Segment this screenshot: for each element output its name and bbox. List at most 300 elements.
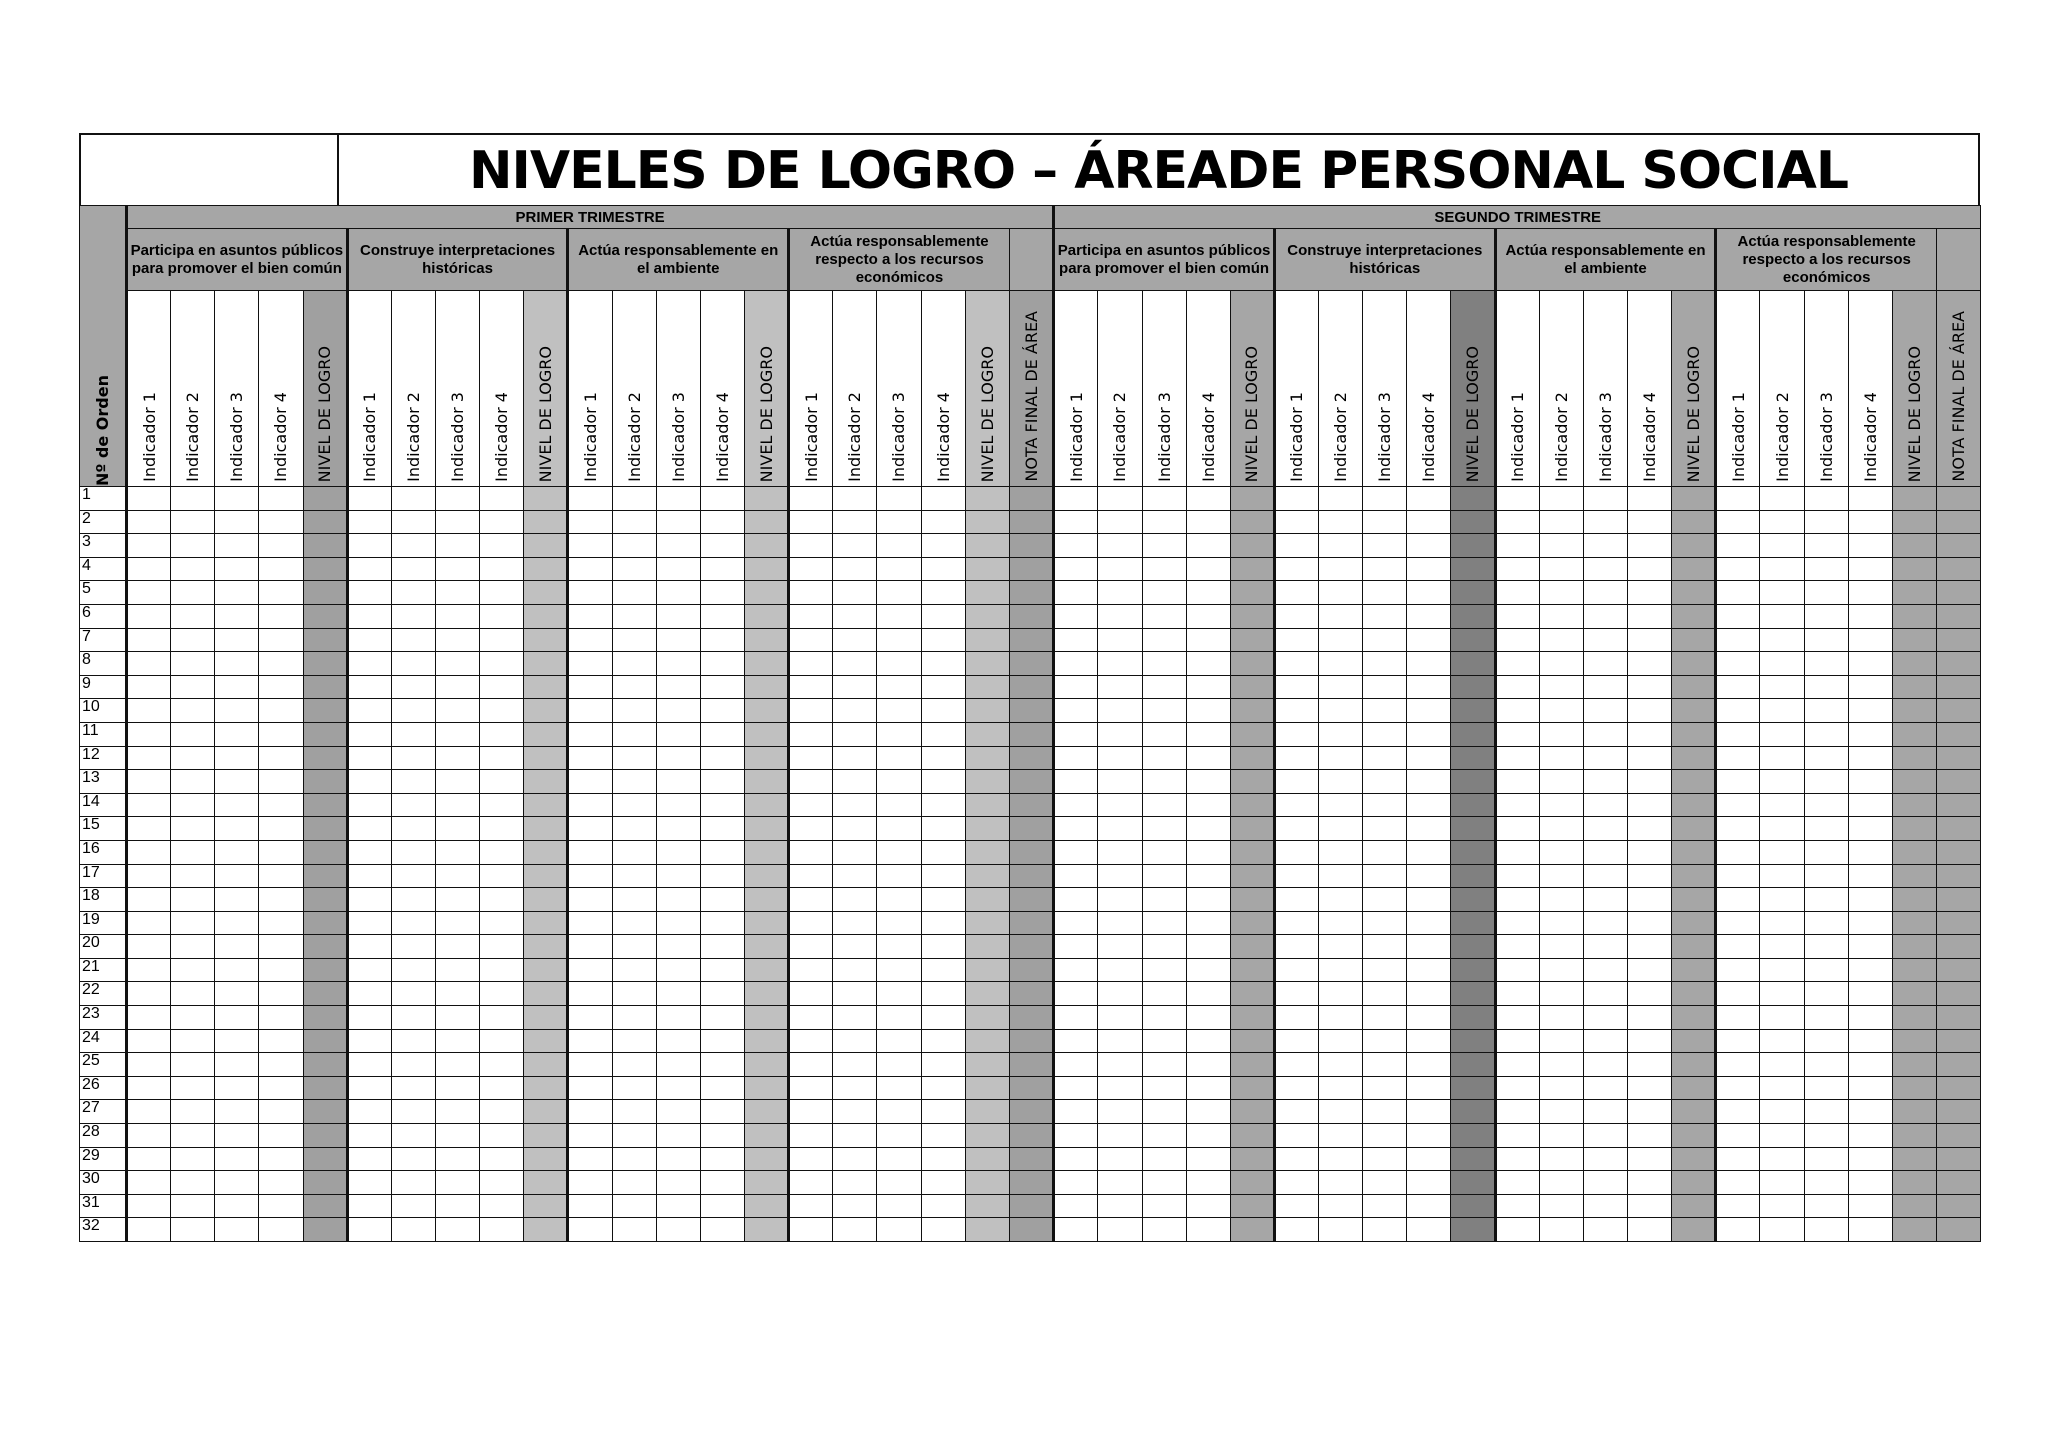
indicator-cell[interactable] bbox=[568, 628, 612, 652]
indicator-cell[interactable] bbox=[1804, 722, 1848, 746]
nota-final-cell[interactable] bbox=[1009, 722, 1053, 746]
nivel-de-logro-cell[interactable] bbox=[1892, 557, 1936, 581]
indicator-cell[interactable] bbox=[1804, 1218, 1848, 1242]
nivel-de-logro-cell[interactable] bbox=[1230, 675, 1274, 699]
indicator-cell[interactable] bbox=[435, 604, 479, 628]
nivel-de-logro-cell[interactable] bbox=[1230, 1171, 1274, 1195]
indicator-cell[interactable] bbox=[921, 958, 965, 982]
indicator-cell[interactable] bbox=[1407, 581, 1451, 605]
indicator-cell[interactable] bbox=[568, 1029, 612, 1053]
indicator-cell[interactable] bbox=[700, 864, 744, 888]
indicator-cell[interactable] bbox=[877, 1147, 921, 1171]
indicator-cell[interactable] bbox=[1539, 1147, 1583, 1171]
nivel-de-logro-cell[interactable] bbox=[965, 628, 1009, 652]
indicator-cell[interactable] bbox=[612, 1029, 656, 1053]
indicator-cell[interactable] bbox=[1098, 557, 1142, 581]
indicator-cell[interactable] bbox=[1716, 675, 1760, 699]
indicator-cell[interactable] bbox=[435, 1100, 479, 1124]
indicator-cell[interactable] bbox=[921, 1053, 965, 1077]
nivel-de-logro-cell[interactable] bbox=[744, 487, 788, 511]
nivel-de-logro-cell[interactable] bbox=[303, 675, 347, 699]
indicator-cell[interactable] bbox=[612, 770, 656, 794]
indicator-cell[interactable] bbox=[656, 557, 700, 581]
indicator-cell[interactable] bbox=[391, 770, 435, 794]
nivel-de-logro-cell[interactable] bbox=[965, 699, 1009, 723]
indicator-cell[interactable] bbox=[259, 722, 303, 746]
indicator-cell[interactable] bbox=[568, 534, 612, 558]
indicator-cell[interactable] bbox=[877, 864, 921, 888]
indicator-cell[interactable] bbox=[1628, 982, 1672, 1006]
nota-final-cell[interactable] bbox=[1937, 1053, 1981, 1077]
indicator-cell[interactable] bbox=[1495, 982, 1539, 1006]
nivel-de-logro-cell[interactable] bbox=[1451, 840, 1495, 864]
nivel-de-logro-cell[interactable] bbox=[1892, 1147, 1936, 1171]
nivel-de-logro-cell[interactable] bbox=[1892, 1006, 1936, 1030]
indicator-cell[interactable] bbox=[1628, 1218, 1672, 1242]
indicator-cell[interactable] bbox=[1716, 888, 1760, 912]
indicator-cell[interactable] bbox=[1319, 1029, 1363, 1053]
indicator-cell[interactable] bbox=[1848, 1194, 1892, 1218]
indicator-cell[interactable] bbox=[1407, 675, 1451, 699]
indicator-cell[interactable] bbox=[1142, 1218, 1186, 1242]
indicator-cell[interactable] bbox=[1054, 888, 1098, 912]
indicator-cell[interactable] bbox=[1495, 793, 1539, 817]
indicator-cell[interactable] bbox=[1628, 1147, 1672, 1171]
indicator-cell[interactable] bbox=[435, 487, 479, 511]
indicator-cell[interactable] bbox=[215, 534, 259, 558]
indicator-cell[interactable] bbox=[1495, 722, 1539, 746]
nivel-de-logro-cell[interactable] bbox=[1892, 604, 1936, 628]
indicator-cell[interactable] bbox=[127, 1029, 171, 1053]
indicator-cell[interactable] bbox=[1848, 840, 1892, 864]
nivel-de-logro-cell[interactable] bbox=[1451, 1218, 1495, 1242]
indicator-cell[interactable] bbox=[480, 581, 524, 605]
indicator-cell[interactable] bbox=[789, 628, 833, 652]
indicator-cell[interactable] bbox=[921, 817, 965, 841]
indicator-cell[interactable] bbox=[1628, 864, 1672, 888]
nivel-de-logro-cell[interactable] bbox=[744, 1218, 788, 1242]
indicator-cell[interactable] bbox=[1760, 1124, 1804, 1148]
indicator-cell[interactable] bbox=[1495, 1194, 1539, 1218]
nivel-de-logro-cell[interactable] bbox=[965, 510, 1009, 534]
indicator-cell[interactable] bbox=[700, 604, 744, 628]
indicator-cell[interactable] bbox=[833, 982, 877, 1006]
nivel-de-logro-cell[interactable] bbox=[1451, 534, 1495, 558]
nivel-de-logro-cell[interactable] bbox=[1451, 864, 1495, 888]
indicator-cell[interactable] bbox=[700, 534, 744, 558]
indicator-cell[interactable] bbox=[1054, 935, 1098, 959]
indicator-cell[interactable] bbox=[1142, 510, 1186, 534]
nivel-de-logro-cell[interactable] bbox=[1672, 1124, 1716, 1148]
indicator-cell[interactable] bbox=[259, 487, 303, 511]
indicator-cell[interactable] bbox=[921, 652, 965, 676]
indicator-cell[interactable] bbox=[1054, 487, 1098, 511]
indicator-cell[interactable] bbox=[789, 652, 833, 676]
nivel-de-logro-cell[interactable] bbox=[1451, 1100, 1495, 1124]
indicator-cell[interactable] bbox=[568, 1006, 612, 1030]
indicator-cell[interactable] bbox=[700, 1194, 744, 1218]
indicator-cell[interactable] bbox=[833, 1147, 877, 1171]
indicator-cell[interactable] bbox=[1274, 699, 1318, 723]
indicator-cell[interactable] bbox=[700, 1006, 744, 1030]
indicator-cell[interactable] bbox=[1054, 864, 1098, 888]
indicator-cell[interactable] bbox=[1628, 770, 1672, 794]
indicator-cell[interactable] bbox=[215, 1029, 259, 1053]
indicator-cell[interactable] bbox=[1716, 487, 1760, 511]
indicator-cell[interactable] bbox=[1628, 958, 1672, 982]
indicator-cell[interactable] bbox=[833, 864, 877, 888]
indicator-cell[interactable] bbox=[789, 864, 833, 888]
indicator-cell[interactable] bbox=[1760, 722, 1804, 746]
nivel-de-logro-cell[interactable] bbox=[303, 935, 347, 959]
nivel-de-logro-cell[interactable] bbox=[303, 581, 347, 605]
indicator-cell[interactable] bbox=[1760, 935, 1804, 959]
indicator-cell[interactable] bbox=[1583, 604, 1627, 628]
indicator-cell[interactable] bbox=[435, 510, 479, 534]
indicator-cell[interactable] bbox=[1274, 581, 1318, 605]
indicator-cell[interactable] bbox=[1142, 817, 1186, 841]
nivel-de-logro-cell[interactable] bbox=[1892, 534, 1936, 558]
nivel-de-logro-cell[interactable] bbox=[1892, 911, 1936, 935]
indicator-cell[interactable] bbox=[480, 1076, 524, 1100]
indicator-cell[interactable] bbox=[171, 487, 215, 511]
indicator-cell[interactable] bbox=[700, 581, 744, 605]
nivel-de-logro-cell[interactable] bbox=[1230, 864, 1274, 888]
indicator-cell[interactable] bbox=[1407, 864, 1451, 888]
indicator-cell[interactable] bbox=[1539, 958, 1583, 982]
indicator-cell[interactable] bbox=[435, 817, 479, 841]
indicator-cell[interactable] bbox=[921, 888, 965, 912]
indicator-cell[interactable] bbox=[215, 840, 259, 864]
indicator-cell[interactable] bbox=[127, 604, 171, 628]
indicator-cell[interactable] bbox=[1098, 699, 1142, 723]
indicator-cell[interactable] bbox=[259, 1029, 303, 1053]
indicator-cell[interactable] bbox=[391, 557, 435, 581]
indicator-cell[interactable] bbox=[1186, 793, 1230, 817]
nivel-de-logro-cell[interactable] bbox=[1672, 581, 1716, 605]
indicator-cell[interactable] bbox=[1760, 1006, 1804, 1030]
nivel-de-logro-cell[interactable] bbox=[1451, 958, 1495, 982]
nivel-de-logro-cell[interactable] bbox=[1892, 1124, 1936, 1148]
indicator-cell[interactable] bbox=[568, 793, 612, 817]
indicator-cell[interactable] bbox=[921, 604, 965, 628]
nivel-de-logro-cell[interactable] bbox=[1230, 982, 1274, 1006]
indicator-cell[interactable] bbox=[1495, 1218, 1539, 1242]
indicator-cell[interactable] bbox=[1628, 793, 1672, 817]
indicator-cell[interactable] bbox=[833, 1100, 877, 1124]
indicator-cell[interactable] bbox=[1628, 1006, 1672, 1030]
indicator-cell[interactable] bbox=[1274, 1053, 1318, 1077]
indicator-cell[interactable] bbox=[1274, 557, 1318, 581]
indicator-cell[interactable] bbox=[1716, 958, 1760, 982]
nivel-de-logro-cell[interactable] bbox=[1672, 1029, 1716, 1053]
indicator-cell[interactable] bbox=[568, 581, 612, 605]
nota-final-cell[interactable] bbox=[1937, 722, 1981, 746]
indicator-cell[interactable] bbox=[259, 1147, 303, 1171]
indicator-cell[interactable] bbox=[1363, 1147, 1407, 1171]
indicator-cell[interactable] bbox=[1495, 1147, 1539, 1171]
indicator-cell[interactable] bbox=[1495, 510, 1539, 534]
indicator-cell[interactable] bbox=[480, 1100, 524, 1124]
indicator-cell[interactable] bbox=[1628, 1100, 1672, 1124]
indicator-cell[interactable] bbox=[1628, 487, 1672, 511]
indicator-cell[interactable] bbox=[1186, 817, 1230, 841]
nivel-de-logro-cell[interactable] bbox=[303, 699, 347, 723]
indicator-cell[interactable] bbox=[921, 722, 965, 746]
indicator-cell[interactable] bbox=[347, 628, 391, 652]
indicator-cell[interactable] bbox=[1760, 534, 1804, 558]
indicator-cell[interactable] bbox=[215, 958, 259, 982]
indicator-cell[interactable] bbox=[171, 770, 215, 794]
indicator-cell[interactable] bbox=[127, 864, 171, 888]
indicator-cell[interactable] bbox=[1098, 935, 1142, 959]
indicator-cell[interactable] bbox=[1760, 888, 1804, 912]
indicator-cell[interactable] bbox=[568, 864, 612, 888]
indicator-cell[interactable] bbox=[215, 487, 259, 511]
indicator-cell[interactable] bbox=[347, 652, 391, 676]
indicator-cell[interactable] bbox=[1804, 1006, 1848, 1030]
indicator-cell[interactable] bbox=[612, 864, 656, 888]
nivel-de-logro-cell[interactable] bbox=[524, 1076, 568, 1100]
nivel-de-logro-cell[interactable] bbox=[1672, 1053, 1716, 1077]
indicator-cell[interactable] bbox=[1583, 864, 1627, 888]
indicator-cell[interactable] bbox=[1495, 1100, 1539, 1124]
indicator-cell[interactable] bbox=[435, 557, 479, 581]
indicator-cell[interactable] bbox=[391, 1124, 435, 1148]
indicator-cell[interactable] bbox=[700, 958, 744, 982]
indicator-cell[interactable] bbox=[1539, 581, 1583, 605]
nota-final-cell[interactable] bbox=[1009, 510, 1053, 534]
indicator-cell[interactable] bbox=[1628, 699, 1672, 723]
indicator-cell[interactable] bbox=[921, 699, 965, 723]
indicator-cell[interactable] bbox=[789, 510, 833, 534]
indicator-cell[interactable] bbox=[259, 1218, 303, 1242]
indicator-cell[interactable] bbox=[1054, 1194, 1098, 1218]
indicator-cell[interactable] bbox=[391, 652, 435, 676]
indicator-cell[interactable] bbox=[1760, 793, 1804, 817]
indicator-cell[interactable] bbox=[1804, 935, 1848, 959]
indicator-cell[interactable] bbox=[1495, 888, 1539, 912]
indicator-cell[interactable] bbox=[127, 1124, 171, 1148]
indicator-cell[interactable] bbox=[1319, 652, 1363, 676]
indicator-cell[interactable] bbox=[1098, 770, 1142, 794]
indicator-cell[interactable] bbox=[1054, 722, 1098, 746]
indicator-cell[interactable] bbox=[612, 1100, 656, 1124]
indicator-cell[interactable] bbox=[1583, 1147, 1627, 1171]
indicator-cell[interactable] bbox=[1583, 840, 1627, 864]
indicator-cell[interactable] bbox=[215, 888, 259, 912]
indicator-cell[interactable] bbox=[391, 958, 435, 982]
nivel-de-logro-cell[interactable] bbox=[1451, 1194, 1495, 1218]
nota-final-cell[interactable] bbox=[1009, 793, 1053, 817]
indicator-cell[interactable] bbox=[1407, 1076, 1451, 1100]
indicator-cell[interactable] bbox=[435, 1194, 479, 1218]
nivel-de-logro-cell[interactable] bbox=[744, 652, 788, 676]
indicator-cell[interactable] bbox=[259, 1124, 303, 1148]
nivel-de-logro-cell[interactable] bbox=[1892, 675, 1936, 699]
indicator-cell[interactable] bbox=[215, 982, 259, 1006]
indicator-cell[interactable] bbox=[1539, 1100, 1583, 1124]
indicator-cell[interactable] bbox=[1319, 817, 1363, 841]
indicator-cell[interactable] bbox=[568, 699, 612, 723]
indicator-cell[interactable] bbox=[171, 510, 215, 534]
indicator-cell[interactable] bbox=[127, 817, 171, 841]
indicator-cell[interactable] bbox=[877, 1171, 921, 1195]
nivel-de-logro-cell[interactable] bbox=[965, 817, 1009, 841]
indicator-cell[interactable] bbox=[1186, 1194, 1230, 1218]
indicator-cell[interactable] bbox=[1583, 1006, 1627, 1030]
indicator-cell[interactable] bbox=[1098, 1029, 1142, 1053]
indicator-cell[interactable] bbox=[171, 675, 215, 699]
indicator-cell[interactable] bbox=[1407, 628, 1451, 652]
indicator-cell[interactable] bbox=[1583, 581, 1627, 605]
indicator-cell[interactable] bbox=[1495, 675, 1539, 699]
indicator-cell[interactable] bbox=[1274, 510, 1318, 534]
indicator-cell[interactable] bbox=[347, 770, 391, 794]
indicator-cell[interactable] bbox=[1716, 557, 1760, 581]
indicator-cell[interactable] bbox=[1539, 534, 1583, 558]
indicator-cell[interactable] bbox=[833, 1029, 877, 1053]
indicator-cell[interactable] bbox=[435, 1171, 479, 1195]
nota-final-cell[interactable] bbox=[1009, 888, 1053, 912]
indicator-cell[interactable] bbox=[877, 1053, 921, 1077]
indicator-cell[interactable] bbox=[1495, 817, 1539, 841]
indicator-cell[interactable] bbox=[1760, 911, 1804, 935]
nivel-de-logro-cell[interactable] bbox=[524, 793, 568, 817]
indicator-cell[interactable] bbox=[1583, 699, 1627, 723]
nivel-de-logro-cell[interactable] bbox=[744, 1171, 788, 1195]
nivel-de-logro-cell[interactable] bbox=[1672, 746, 1716, 770]
indicator-cell[interactable] bbox=[1274, 604, 1318, 628]
indicator-cell[interactable] bbox=[1319, 1053, 1363, 1077]
indicator-cell[interactable] bbox=[1539, 699, 1583, 723]
indicator-cell[interactable] bbox=[921, 1194, 965, 1218]
indicator-cell[interactable] bbox=[568, 722, 612, 746]
indicator-cell[interactable] bbox=[391, 487, 435, 511]
indicator-cell[interactable] bbox=[1583, 510, 1627, 534]
indicator-cell[interactable] bbox=[1539, 982, 1583, 1006]
indicator-cell[interactable] bbox=[921, 534, 965, 558]
nivel-de-logro-cell[interactable] bbox=[744, 1100, 788, 1124]
indicator-cell[interactable] bbox=[877, 604, 921, 628]
indicator-cell[interactable] bbox=[1760, 1076, 1804, 1100]
nota-final-cell[interactable] bbox=[1009, 935, 1053, 959]
indicator-cell[interactable] bbox=[568, 1147, 612, 1171]
nivel-de-logro-cell[interactable] bbox=[744, 864, 788, 888]
nota-final-cell[interactable] bbox=[1009, 1006, 1053, 1030]
nivel-de-logro-cell[interactable] bbox=[1672, 557, 1716, 581]
indicator-cell[interactable] bbox=[700, 487, 744, 511]
nivel-de-logro-cell[interactable] bbox=[1230, 699, 1274, 723]
nota-final-cell[interactable] bbox=[1937, 534, 1981, 558]
indicator-cell[interactable] bbox=[215, 864, 259, 888]
indicator-cell[interactable] bbox=[612, 817, 656, 841]
indicator-cell[interactable] bbox=[480, 1218, 524, 1242]
nivel-de-logro-cell[interactable] bbox=[965, 487, 1009, 511]
indicator-cell[interactable] bbox=[1319, 1147, 1363, 1171]
indicator-cell[interactable] bbox=[347, 510, 391, 534]
indicator-cell[interactable] bbox=[921, 1006, 965, 1030]
nivel-de-logro-cell[interactable] bbox=[524, 699, 568, 723]
nota-final-cell[interactable] bbox=[1009, 840, 1053, 864]
indicator-cell[interactable] bbox=[1319, 982, 1363, 1006]
nivel-de-logro-cell[interactable] bbox=[1672, 675, 1716, 699]
indicator-cell[interactable] bbox=[1054, 604, 1098, 628]
indicator-cell[interactable] bbox=[1716, 1147, 1760, 1171]
nivel-de-logro-cell[interactable] bbox=[965, 1194, 1009, 1218]
indicator-cell[interactable] bbox=[215, 699, 259, 723]
indicator-cell[interactable] bbox=[921, 557, 965, 581]
indicator-cell[interactable] bbox=[259, 935, 303, 959]
indicator-cell[interactable] bbox=[921, 510, 965, 534]
indicator-cell[interactable] bbox=[1186, 935, 1230, 959]
nivel-de-logro-cell[interactable] bbox=[744, 911, 788, 935]
nivel-de-logro-cell[interactable] bbox=[524, 652, 568, 676]
indicator-cell[interactable] bbox=[1848, 581, 1892, 605]
nivel-de-logro-cell[interactable] bbox=[303, 982, 347, 1006]
nivel-de-logro-cell[interactable] bbox=[303, 864, 347, 888]
indicator-cell[interactable] bbox=[612, 604, 656, 628]
indicator-cell[interactable] bbox=[480, 557, 524, 581]
indicator-cell[interactable] bbox=[656, 604, 700, 628]
nivel-de-logro-cell[interactable] bbox=[1892, 958, 1936, 982]
indicator-cell[interactable] bbox=[1142, 888, 1186, 912]
indicator-cell[interactable] bbox=[171, 958, 215, 982]
indicator-cell[interactable] bbox=[1142, 1194, 1186, 1218]
nivel-de-logro-cell[interactable] bbox=[965, 604, 1009, 628]
indicator-cell[interactable] bbox=[700, 699, 744, 723]
nivel-de-logro-cell[interactable] bbox=[1230, 604, 1274, 628]
indicator-cell[interactable] bbox=[1186, 1053, 1230, 1077]
nivel-de-logro-cell[interactable] bbox=[524, 1100, 568, 1124]
nota-final-cell[interactable] bbox=[1937, 982, 1981, 1006]
indicator-cell[interactable] bbox=[1098, 487, 1142, 511]
indicator-cell[interactable] bbox=[1319, 581, 1363, 605]
indicator-cell[interactable] bbox=[1098, 628, 1142, 652]
nota-final-cell[interactable] bbox=[1009, 487, 1053, 511]
nota-final-cell[interactable] bbox=[1937, 675, 1981, 699]
indicator-cell[interactable] bbox=[1319, 1006, 1363, 1030]
nivel-de-logro-cell[interactable] bbox=[965, 1100, 1009, 1124]
nivel-de-logro-cell[interactable] bbox=[1230, 722, 1274, 746]
indicator-cell[interactable] bbox=[1363, 581, 1407, 605]
indicator-cell[interactable] bbox=[877, 888, 921, 912]
nivel-de-logro-cell[interactable] bbox=[303, 652, 347, 676]
nivel-de-logro-cell[interactable] bbox=[1230, 958, 1274, 982]
indicator-cell[interactable] bbox=[1274, 958, 1318, 982]
indicator-cell[interactable] bbox=[1363, 864, 1407, 888]
indicator-cell[interactable] bbox=[1142, 1171, 1186, 1195]
indicator-cell[interactable] bbox=[1628, 534, 1672, 558]
indicator-cell[interactable] bbox=[1539, 1006, 1583, 1030]
nota-final-cell[interactable] bbox=[1937, 840, 1981, 864]
indicator-cell[interactable] bbox=[171, 840, 215, 864]
indicator-cell[interactable] bbox=[1363, 958, 1407, 982]
indicator-cell[interactable] bbox=[833, 935, 877, 959]
indicator-cell[interactable] bbox=[877, 840, 921, 864]
indicator-cell[interactable] bbox=[435, 1006, 479, 1030]
indicator-cell[interactable] bbox=[656, 958, 700, 982]
indicator-cell[interactable] bbox=[568, 1100, 612, 1124]
indicator-cell[interactable] bbox=[1054, 958, 1098, 982]
indicator-cell[interactable] bbox=[1848, 675, 1892, 699]
indicator-cell[interactable] bbox=[1407, 770, 1451, 794]
nivel-de-logro-cell[interactable] bbox=[1672, 864, 1716, 888]
indicator-cell[interactable] bbox=[1319, 604, 1363, 628]
indicator-cell[interactable] bbox=[1760, 864, 1804, 888]
indicator-cell[interactable] bbox=[1142, 958, 1186, 982]
indicator-cell[interactable] bbox=[612, 1124, 656, 1148]
